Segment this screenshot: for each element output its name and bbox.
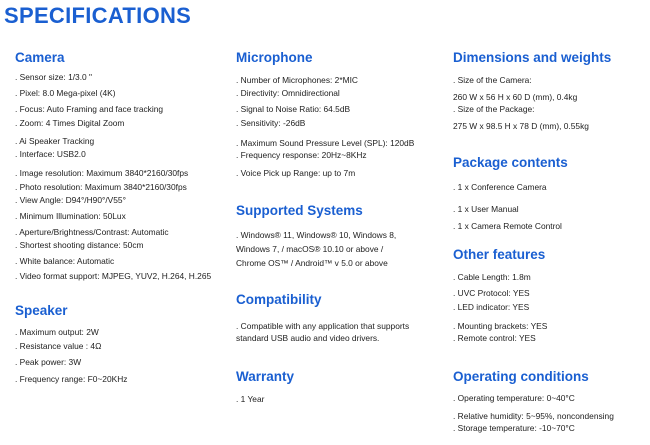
section-heading-dimensions-and-weights: Dimensions and weights <box>453 50 612 65</box>
spec-line: . Shortest shooting distance: 50cm <box>15 240 144 250</box>
section-heading-operating-conditions: Operating conditions <box>453 369 589 384</box>
section-heading-warranty: Warranty <box>236 369 295 384</box>
spec-line: . Interface: USB2.0 <box>15 149 86 159</box>
spec-line: . Remote control: YES <box>453 333 536 343</box>
spec-line: . View Angle: D94°/H90°/V55° <box>15 195 126 205</box>
spec-line: . Zoom: 4 Times Digital Zoom <box>15 118 125 128</box>
spec-line: . Resistance value : 4Ω <box>15 341 102 351</box>
spec-line: . Video format support: MJPEG, YUV2, H.264, H.265 <box>15 271 212 281</box>
section-heading-other-features: Other features <box>453 247 546 262</box>
spec-line: . Maximum output: 2W <box>15 327 99 337</box>
section-heading-package-contents: Package contents <box>453 155 568 170</box>
spec-line: . Minimum Illumination: 50Lux <box>15 211 126 221</box>
spec-line: . Mounting brackets: YES <box>453 321 548 331</box>
spec-line: . Frequency response: 20Hz~8KHz <box>236 150 367 160</box>
spec-line: standard USB audio and video drivers. <box>236 333 380 343</box>
spec-line: . Windows® 11, Windows® 10, Windows 8, <box>236 230 397 240</box>
spec-line: . Directivity: Omnidirectional <box>236 88 340 98</box>
spec-line: . 1 x Conference Camera <box>453 182 547 192</box>
spec-line: 260 W x 56 H x 60 D (mm), 0.4kg <box>453 92 578 102</box>
spec-line: . Ai Speaker Tracking <box>15 136 95 146</box>
spec-line: . 1 x User Manual <box>453 204 519 214</box>
spec-line: . UVC Protocol: YES <box>453 288 530 298</box>
spec-line: Windows 7, / macOS® 10.10 or above / <box>236 244 384 254</box>
spec-line: . Focus: Auto Framing and face tracking <box>15 104 164 114</box>
spec-line: . Voice Pick up Range: up to 7m <box>236 168 356 178</box>
spec-line: . Number of Microphones: 2*MIC <box>236 75 358 85</box>
spec-line: . Size of the Camera: <box>453 75 532 85</box>
page-title: SPECIFICATIONS <box>4 3 192 28</box>
spec-line: . Sensor size: 1/3.0 " <box>15 72 92 82</box>
spec-line: . Compatible with any application that supports <box>236 321 410 331</box>
section-heading-compatibility: Compatibility <box>236 292 322 307</box>
spec-line: 275 W x 98.5 H x 78 D (mm), 0.55kg <box>453 121 589 131</box>
spec-line: . Aperture/Brightness/Contrast: Automatic <box>15 227 169 237</box>
spec-line: . Image resolution: Maximum 3840*2160/30fps <box>15 168 189 178</box>
section-heading-speaker: Speaker <box>15 303 68 318</box>
spec-line: . Pixel: 8.0 Mega-pixel (4K) <box>15 88 116 98</box>
spec-line: . Peak power: 3W <box>15 357 82 367</box>
section-heading-microphone: Microphone <box>236 50 313 65</box>
spec-line: . Photo resolution: Maximum 3840*2160/30fps <box>15 182 187 192</box>
spec-line: . Maximum Sound Pressure Level (SPL): 120dB <box>236 138 415 148</box>
section-heading-supported-systems: Supported Systems <box>236 203 363 218</box>
spec-line: Chrome OS™ / Android™ v 5.0 or above <box>236 258 388 268</box>
spec-line: . Sensitivity: -26dB <box>236 118 306 128</box>
spec-line: . 1 Year <box>236 394 265 404</box>
spec-line: . Frequency range: F0~20KHz <box>15 374 128 384</box>
spec-line: . LED indicator: YES <box>453 302 530 312</box>
spec-line: . Cable Length: 1.8m <box>453 272 531 282</box>
spec-line: . White balance: Automatic <box>15 256 115 266</box>
spec-line: . Signal to Noise Ratio: 64.5dB <box>236 104 351 114</box>
section-heading-camera: Camera <box>15 50 65 65</box>
spec-line: . 1 x Camera Remote Control <box>453 221 562 231</box>
spec-line: . Size of the Package: <box>453 104 535 114</box>
spec-line: . Operating temperature: 0~40°C <box>453 393 575 403</box>
spec-line: . Relative humidity: 5~95%, noncondensing <box>453 411 614 421</box>
spec-line: . Storage temperature: -10~70°C <box>453 423 575 433</box>
